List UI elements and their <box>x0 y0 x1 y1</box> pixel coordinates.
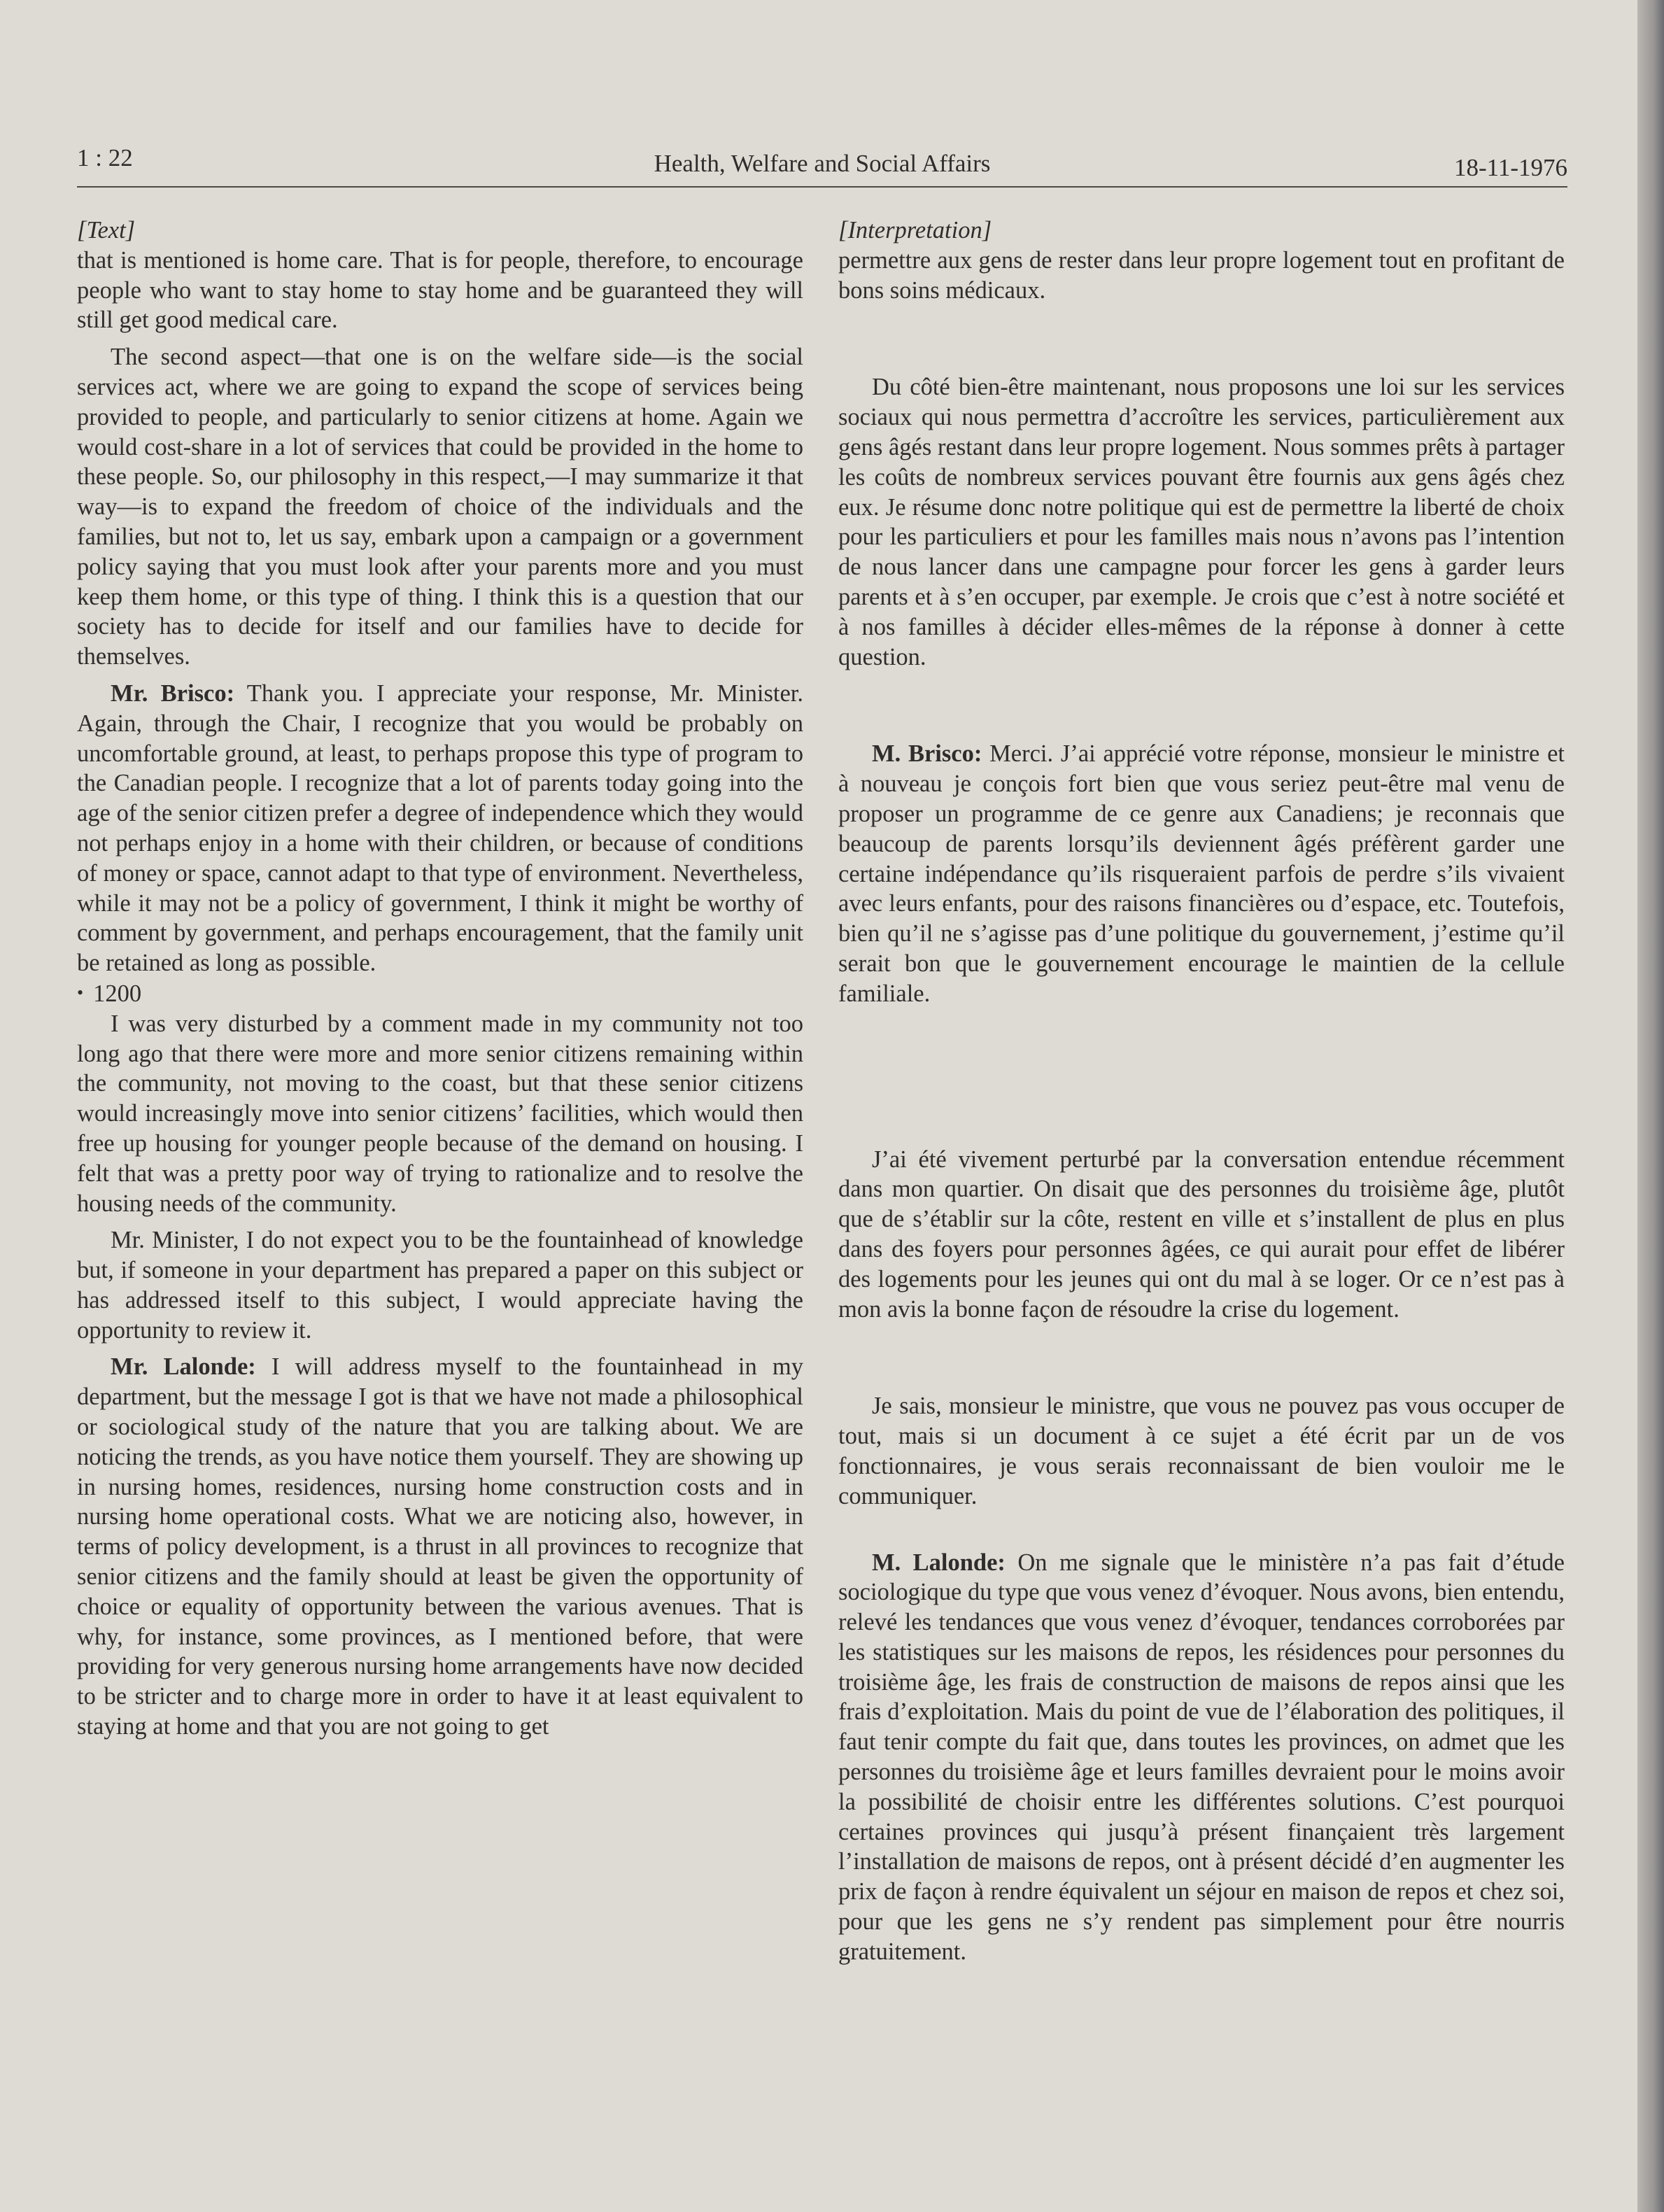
paragraph: I was very disturbed by a comment made in my community not too long ago that there were more and more senior citizens remaining within the community, not moving to the coast, but that these senior citizens would increasingly move into senior citizens’ facilities, which would then free up housing for younger people because of the demand on housing. I felt that was a pretty poor way of trying to rationalize and to resolve the housing needs of the community. <box>77 1010 803 1217</box>
speaker-name: Mr. Lalonde: <box>111 1353 256 1381</box>
paragraph: Je sais, monsieur le ministre, que vous ne pouvez pas vous occuper de tout, mais si un document à ce sujet a été écrit par un de vos fonctionnaires, je vous serais reconnaissant de bien vouloir me le communiquer. <box>838 1393 1565 1509</box>
running-title: Health, Welfare and Social Affairs <box>654 150 991 177</box>
paragraph: J’ai été vivement perturbé par la conversation entendue récemment dans mon quartier. On disait que des personnes du troisième âge, plutôt que de s’établir sur la côte, restent en ville et s’installent de plus en plus dans des foyers pour personnes âgées, ce qui aurait pour effet de libérer des logements pour les jeunes qui ont du mal à se loger. Or ce n’est pas à mon avis la bonne façon de résoudre la crise du logement. <box>838 1146 1565 1323</box>
header-date: 18-11-1976 <box>1453 154 1567 181</box>
language-label: [Text] <box>77 217 136 244</box>
paragraph: that is mentioned is home care. That is for people, therefore, to encourage people who want to stay home to stay home and be guaranteed they will still get good medical care. <box>77 246 803 334</box>
paragraph: Mr. Brisco: Thank you. I appreciate your response, Mr. Minister. Again, through the Chair, I recognize that you would be probably on uncomfortable ground, at least, to perhaps propose this type of program to the Canadian people. I recognize that a lot of parents today going into the age of the senior citizen prefer a degree of independence which they would not perhaps enjoy in a home with their children, or because of conditions of money or space, cannot adapt to that type of environment. Nevertheless, while it may not be a policy of government, I think it might be worthy of comment by government, and perhaps encouragement, that the family unit be retained as long as possible. <box>77 679 803 977</box>
english-column <box>77 216 803 1742</box>
paragraph: Mr. Lalonde: I will address myself to the fountainhead in my department, but the message I got is that we have not made a philosophical or sociological study of the nature that you are talking about. We are noticing the trends, as you have notice them yourself. They are showing up in nursing homes, residences, nursing home construction costs and in nursing home operational costs. What we are noticing also, however, in terms of policy development, is a thrust in all provinces to recognize that senior citizens and the family should at least be given the opportunity of choice or equality of opportunity between the various avenues. That is why, for instance, some provinces, as I mentioned before, that were providing for very generous nursing home arrangements have now decided to be stricter and to charge more in order to have it at least equivalent to staying at home and that you are not going to get <box>77 1353 803 1740</box>
bullet-icon: • <box>77 982 84 1003</box>
paragraph: Mr. Minister, I do not expect you to be the fountainhead of knowledge but, if someone in your department has prepared a paper on this subject or has addressed itself to this subject, I would appreciate having the opportunity to review it. <box>77 1227 803 1344</box>
speaker-name: M. Lalonde: <box>872 1549 1006 1576</box>
paragraph: M. Lalonde: On me signale que le ministère n’a pas fait d’étude sociologique du type que vous venez d’évoquer. Nous avons, bien entendu, relevé les tendances que vous venez d’évoquer, tendances corroborées par les statistiques sur les maisons de repos, les résidences pour personnes du troisième âge, les frais de construction de maisons de repos ainsi que les frais d’exploitation. Mais du point de vue de l’élaboration des politiques, il faut tenir compte du fait que, dans toutes les provinces, on admet que les personnes du troisième âge et leurs familles devraient pour le moins avoir la possibilité de choisir entre les différentes solutions. C’est pourquoi certaines provinces qui jusqu’à présent finançaient très largement l’installation de maisons de repos, ont à présent décidé d’en augmenter les prix de façon à rendre équivalent un séjour en maison de repos et chez soi, pour que les gens ne s’y rendent pas simplement pour être nourris gratuitement. <box>838 1549 1565 1965</box>
paragraph: Du côté bien-être maintenant, nous proposons une loi sur les services sociaux qui nous permettra d’accroître les services, particulièrement aux gens âgés restant dans leur propre logement. Nous sommes prêts à partager les coûts de nombreux services pouvant être fournis aux gens âgés chez eux. Je résume donc notre politique qui est de permettre la liberté de choix pour les particuliers et pour les familles mais nous n’avons pas l’intention de nous lancer dans une campagne pour forcer les gens à garder leurs parents et à s’en occuper, par exemple. Je crois que c’est à notre société et à nos familles à décider elles-mêmes de la réponse à donner à cette question. <box>838 374 1565 670</box>
language-label: [Interpretation] <box>838 217 992 244</box>
page-number: 1 : 22 <box>77 144 133 171</box>
speaker-name: M. Brisco: <box>872 740 982 768</box>
header-rule <box>77 186 1567 188</box>
paragraph: M. Brisco: Merci. J’ai apprécié votre réponse, monsieur le ministre et à nouveau je conçois fort bien que vous seriez peut-être mal venu de proposer un programme de ce genre aux Canadiens; je reconnais que beaucoup de parents lorsqu’ils deviennent âgés préfèrent garder une certaine indépendance qu’ils risqueraient parfois de perdre s’ils vivaient avec leurs enfants, pour des raisons financières ou d’espace, etc. Toutefois, bien qu’il ne s’agisse pas d’une politique du gouvernement, j’estime qu’il serait bon que le gouvernement encourage le maintien de la cellule familiale. <box>838 740 1565 1007</box>
time-marker: • 1200 <box>77 980 142 1007</box>
french-column <box>838 216 1565 1967</box>
speaker-name: Mr. Brisco: <box>111 679 235 707</box>
page-header <box>77 144 1567 186</box>
paragraph: The second aspect—that one is on the welfare side—is the social services act, where we are going to expand the scope of services being provided to people, and particularly to senior citizens at home. Again we would cost-share in a lot of services that could be provided in the home to these people. So, our philosophy in this respect,—I may summarize it that way—is to expand the freedom of choice of the individuals and the families, but not to, let us say, embark upon a campaign or a government policy saying that you must look after your parents more and you must keep them home, or this type of thing. I think this is a question that our society has to decide for itself and our families have to decide for themselves. <box>77 344 803 670</box>
book-spine <box>1637 0 1664 2212</box>
paragraph: permettre aux gens de rester dans leur propre logement tout en profitant de bons soins médicaux. <box>838 246 1565 304</box>
